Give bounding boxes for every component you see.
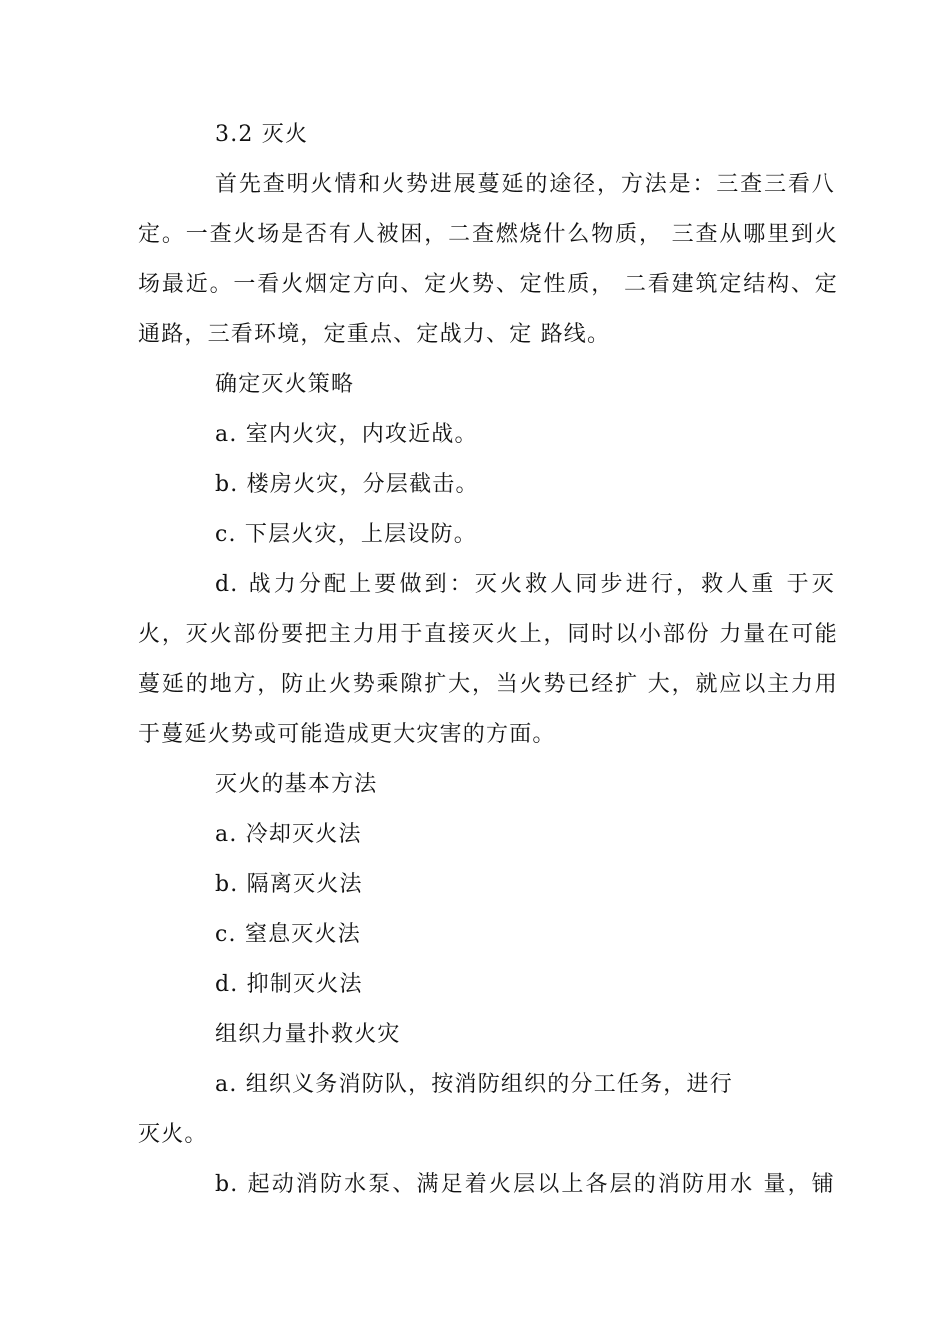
methods-item-c: c. 窒息灭火法 [215,922,361,947]
organize-item-a-line-1: a. 组织义务消防队，按消防组织的分工任务，进行 [215,1072,733,1097]
intro-line-1: 首先查明火情和火势进展蔓延的途径，方法是：三查三看八 [215,172,835,197]
strategy-item-c: c. 下层火灾，上层设防。 [215,522,477,547]
strategy-item-d-line-4: 于蔓延火势或可能造成更大灾害的方面。 [138,722,556,747]
methods-item-b: b. 隔离灭火法 [215,872,363,897]
strategy-item-b: b. 楼房火灾，分层截击。 [215,472,479,497]
organize-item-b-line-1: b. 起动消防水泵、满足着火层以上各层的消防用水 量，铺 [215,1172,835,1197]
section-heading: 3.2 灭火 [215,122,309,147]
intro-line-4: 通路，三看环境，定重点、定战力、定 路线。 [138,322,611,347]
strategy-item-d-line-1: d. 战力分配上要做到：灭火救人同步进行，救人重 于灭 [215,572,835,597]
strategy-heading: 确定灭火策略 [215,372,355,397]
strategy-item-d-line-2: 火，灭火部份要把主力用于直接灭火上，同时以小部份 力量在可能 [138,622,838,647]
organize-item-a-line-2: 灭火。 [138,1122,208,1147]
intro-line-2: 定。一查火场是否有人被困，二查燃烧什么物质， 三查从哪里到火 [138,222,838,247]
methods-item-d: d. 抑制灭火法 [215,972,363,997]
intro-line-3: 场最近。一看火烟定方向、定火势、定性质， 二看建筑定结构、定 [138,272,838,297]
methods-item-a: a. 冷却灭火法 [215,822,362,847]
strategy-item-d-line-3: 蔓延的地方，防止火势乘隙扩大，当火势已经扩 大，就应以主力用 [138,672,838,697]
methods-heading: 灭火的基本方法 [215,772,378,797]
strategy-item-a: a. 室内火灾，内攻近战。 [215,422,478,447]
organize-heading: 组织力量扑救火灾 [215,1022,401,1047]
